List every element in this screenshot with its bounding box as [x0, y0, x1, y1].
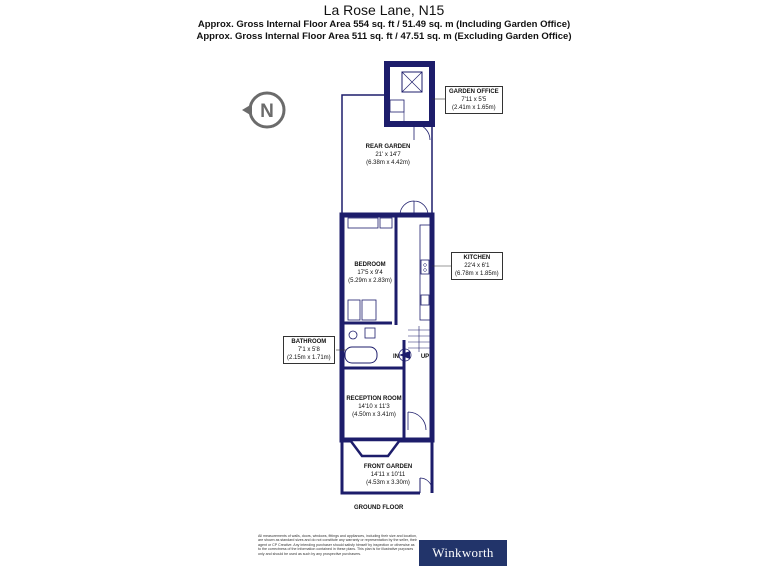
svg-text:FRONT GARDEN: FRONT GARDEN — [363, 464, 413, 470]
winkworth-logo: Winkworth — [419, 540, 507, 566]
page-title: La Rose Lane, N15 — [323, 2, 445, 18]
floor-label: GROUND FLOOR — [354, 505, 404, 511]
svg-text:(5.29m x 2.83m): (5.29m x 2.83m) — [348, 278, 392, 284]
svg-text:21' x 14'7: 21' x 14'7 — [375, 152, 401, 158]
garden-office-callout: GARDEN OFFICE 7'11 x 5'5 (2.41m x 1.65m) — [445, 86, 503, 114]
bathroom-callout: BATHROOM 7'1 x 5'8 (2.15m x 1.71m) — [283, 336, 335, 364]
area-including-office: Approx. Gross Internal Floor Area 554 sq. ft / 51.49 sq. m (Including Garden Office) — [197, 19, 571, 30]
svg-text:REAR GARDEN: REAR GARDEN — [365, 144, 411, 150]
stairs-up-marker: UP — [420, 354, 430, 360]
kitchen-callout: KITCHEN 22'4 x 6'1 (6.78m x 1.85m) — [451, 252, 503, 280]
compass-icon — [242, 93, 284, 127]
reception-room-label — [346, 396, 401, 418]
area-excluding-office: Approx. Gross Internal Floor Area 511 sq. ft / 47.51 sq. m (Excluding Garden Office) — [196, 31, 572, 42]
svg-text:(6.38m x 4.42m): (6.38m x 4.42m) — [366, 160, 410, 166]
svg-text:(4.53m x 3.30m): (4.53m x 3.30m) — [366, 480, 410, 486]
svg-text:BEDROOM: BEDROOM — [354, 262, 386, 268]
bedroom-label — [348, 262, 392, 284]
garden-office-outline — [387, 64, 432, 140]
entrance-in-marker: IN — [393, 354, 399, 360]
compass-letter: N — [260, 101, 274, 122]
svg-text:14'10 x 11'3: 14'10 x 11'3 — [358, 404, 390, 410]
front-garden-label — [364, 464, 412, 486]
svg-text:(4.50m x 3.41m): (4.50m x 3.41m) — [352, 412, 396, 418]
svg-text:RECEPTION ROOM: RECEPTION ROOM — [346, 396, 402, 402]
disclaimer-text: All measurements of walls, doors, windows, fittings and appliances, including their size and location, are shown as standard sizes and do not constitute any warranty or representation by the seller, their agent or CP Creative. Any intending purchaser should satisfy himself by inspection or otherwise as to the correctness of the information contained in these plans. This plan is for illustrative purposes only and should be used as such by any prospective purchasers. — [258, 534, 418, 556]
svg-text:14'11 x 10'11: 14'11 x 10'11 — [370, 472, 406, 478]
svg-text:17'5 x 9'4: 17'5 x 9'4 — [357, 270, 383, 276]
rear-garden-label — [366, 144, 411, 166]
